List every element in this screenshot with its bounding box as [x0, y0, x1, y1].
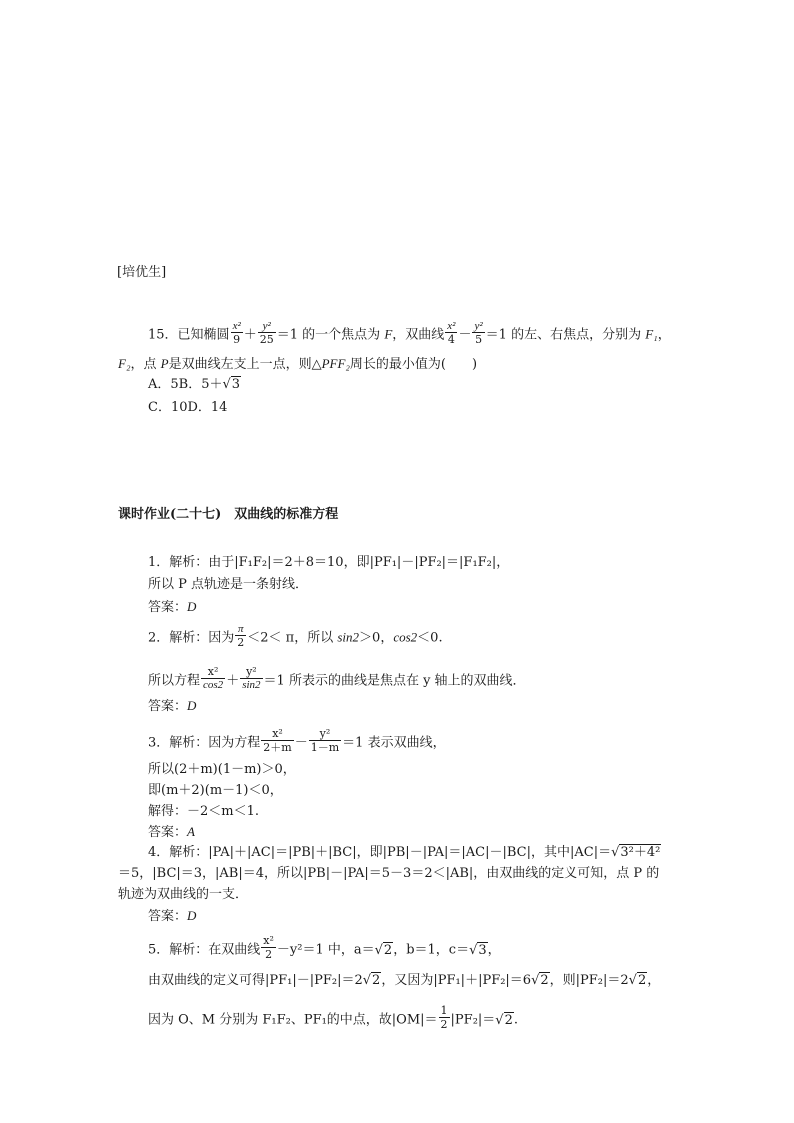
- answer-1-result: 答案：D: [148, 599, 197, 615]
- answer-3-line-1: 3．解析：因为方程 $\frac{\text{x²}}{2+m}$ － $\frac{\text{y²}}{1-m}$ ＝1 表示双曲线，: [148, 727, 446, 754]
- sqrt: √3²＋4²: [611, 845, 661, 860]
- answer-3-result: 答案：A: [148, 824, 195, 840]
- answer-2-line-2: 所以方程 $\frac{\text{x²}}{\cos 2}$ ＋ $\frac{\text{y²}}{\sin 2}$ ＝1 所表示的曲线是焦点在 y 轴上的双曲线．: [148, 665, 526, 691]
- fraction: $\frac{\pi}{2}$: [237, 623, 245, 649]
- fraction: $\frac{\text{y²}}{\sin 2}$: [242, 665, 261, 691]
- fraction: $\frac{\text{x²}}{4}$: [447, 320, 456, 346]
- question-15-line-2: F₂，点 P是双曲线左支上一点，则△PFF₂周长的最小值为( ): [118, 356, 478, 372]
- page-title: 课时作业(二十七) 双曲线的标准方程: [118, 507, 339, 522]
- answer-5-line-2: 由双曲线的定义可得|PF₁|－|PF₂|＝2√2，又因为|PF₁|＋|PF₂|＝6√2，则|PF₂|＝2√2，: [148, 973, 661, 988]
- answer-4-result: 答案：D: [148, 908, 197, 924]
- question-15-options-cd: C．10D．14: [148, 400, 228, 415]
- answer-3-line-3: 即(m＋2)(m－1)＜0，: [148, 783, 283, 798]
- fraction: $\frac{\text{y²}}{1-m}$: [310, 727, 340, 754]
- answer-1-line-1: 1．解析：由于|F₁F₂|＝2＋8＝10，即|PF₁|－|PF₂|＝|F₁F₂|，: [148, 555, 510, 570]
- question-15-options-ab: A．5B．5＋√3: [148, 377, 241, 392]
- fraction: $\frac{\text{y²}}{5}$: [474, 320, 483, 346]
- answer-4-line-1: 4．解析：|PA|＋|AC|＝|PB|＋|BC|，即|PB|－|PA|＝|AC|－|BC|，其中|AC|＝√3²＋4²: [148, 845, 661, 860]
- answer-4-line-3: 轨迹为双曲线的一支．: [118, 887, 249, 902]
- answer-2-result: 答案：D: [148, 698, 197, 714]
- answer-3-line-4: 解得：－2＜m＜1.: [148, 804, 260, 819]
- fraction: $\frac{\text{x²}}{2}$: [263, 934, 274, 961]
- answer-2-line-1: 2．解析：因为 $\frac{\pi}{2}$ ＜2＜ π，所以 sin2＞0，cos2＜0.: [148, 623, 443, 649]
- question-15-line-1: 15．已知椭圆 $\frac{\text{x²}}{9}$ ＋ $\frac{\text{y²}}{25}$ ＝1 的一个焦点为 F，双曲线 $\frac{\text{x²}}{4}$ － $\frac{\text{y²}}{5}$ ＝1 的左、右焦点，分别为 F₁，: [148, 320, 671, 346]
- fraction: $\frac{\text{x²}}{9}$: [232, 320, 241, 346]
- fraction: $\frac{\text{x²}}{2+m}$: [263, 727, 292, 754]
- fraction: $\frac{1}{2}$: [440, 1004, 448, 1031]
- fraction: $\frac{\text{x²}}{\cos 2}$: [203, 665, 224, 691]
- section-header: [培优生]: [117, 265, 167, 280]
- answer-5-line-1: 5．解析：在双曲线 $\frac{\text{x²}}{2}$ －y²＝1 中，a＝√2，b＝1，c＝√3，: [148, 934, 501, 961]
- fraction: $\frac{\text{y²}}{25}$: [259, 320, 274, 346]
- answer-5-line-3: 因为 O、M 分别为 F₁F₂、PF₁的中点，故|OM|＝ $\frac{1}{2}$ |PF₂|＝√2.: [148, 1004, 519, 1031]
- answer-3-line-2: 所以(2＋m)(1－m)＞0，: [148, 762, 296, 777]
- sqrt: √3: [222, 377, 241, 392]
- answer-1-line-2: 所以 P 点轨迹是一条射线．: [148, 577, 309, 592]
- answer-4-line-2: ＝5，|BC|＝3，|AB|＝4，所以|PB|－|PA|＝5－3＝2＜|AB|，由双曲线的定义可知，点 P 的: [118, 866, 660, 881]
